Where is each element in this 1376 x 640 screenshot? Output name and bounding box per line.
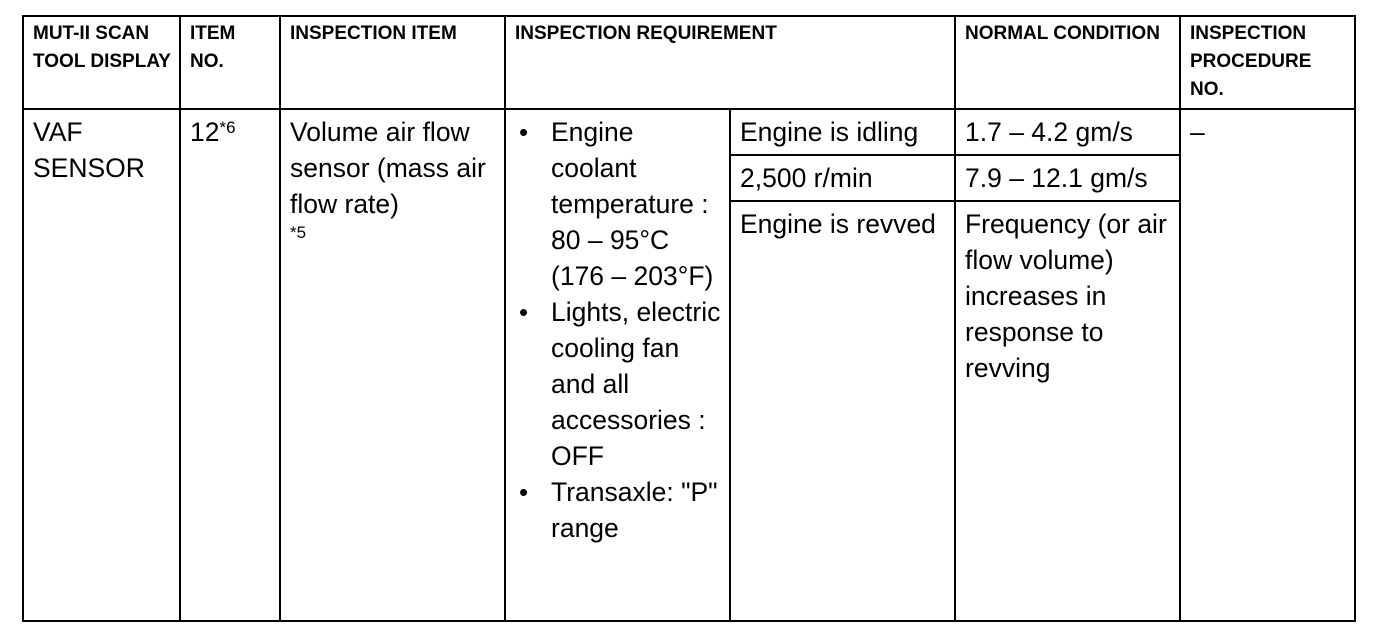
table-row bbox=[23, 109, 1355, 155]
requirement-item: • Engine coolant temperature : 80 – 95°C (176 – 203°F) bbox=[551, 114, 721, 294]
condition-state: Engine is revved bbox=[730, 201, 955, 621]
header-inspection-item: INSPECTION ITEM bbox=[280, 16, 505, 109]
condition-normal: 7.9 – 12.1 gm/s bbox=[955, 155, 1180, 201]
condition-state: 2,500 r/min bbox=[730, 155, 955, 201]
inspection-item-text: Volume air flow sensor (mass air flow rate) bbox=[290, 117, 486, 219]
header-normal-condition: NORMAL CONDITION bbox=[955, 16, 1180, 109]
item-no-cell bbox=[180, 109, 280, 621]
requirements-list bbox=[515, 114, 721, 546]
item-no-note: *6 bbox=[219, 118, 236, 137]
inspection-item-note: *5 bbox=[290, 223, 307, 242]
display-cell bbox=[23, 109, 180, 621]
item-no: 12 bbox=[190, 117, 220, 147]
requirements-cell bbox=[505, 109, 730, 621]
header-item-no: ITEM NO. bbox=[180, 16, 280, 109]
header-row bbox=[23, 16, 1355, 109]
procedure-no: – bbox=[1190, 117, 1205, 147]
requirement-item: • Transaxle: "P" range bbox=[551, 474, 721, 546]
condition-state: Engine is idling bbox=[730, 109, 955, 155]
requirement-item: • Lights, electric cooling fan and all accessories : OFF bbox=[551, 294, 721, 474]
inspection-table bbox=[22, 15, 1356, 622]
display-name: VAF SENSOR bbox=[33, 117, 145, 183]
condition-normal: 1.7 – 4.2 gm/s bbox=[955, 109, 1180, 155]
inspection-item-cell bbox=[280, 109, 505, 621]
header-display: MUT-II SCAN TOOL DISPLAY bbox=[23, 16, 180, 109]
header-procedure-no: INSPECTION PROCEDURE NO. bbox=[1180, 16, 1355, 109]
condition-normal: Frequency (or air flow volume) increases in response to revving bbox=[955, 201, 1180, 621]
header-inspection-requirement: INSPECTION REQUIREMENT bbox=[505, 16, 955, 109]
procedure-no-cell bbox=[1180, 109, 1355, 621]
